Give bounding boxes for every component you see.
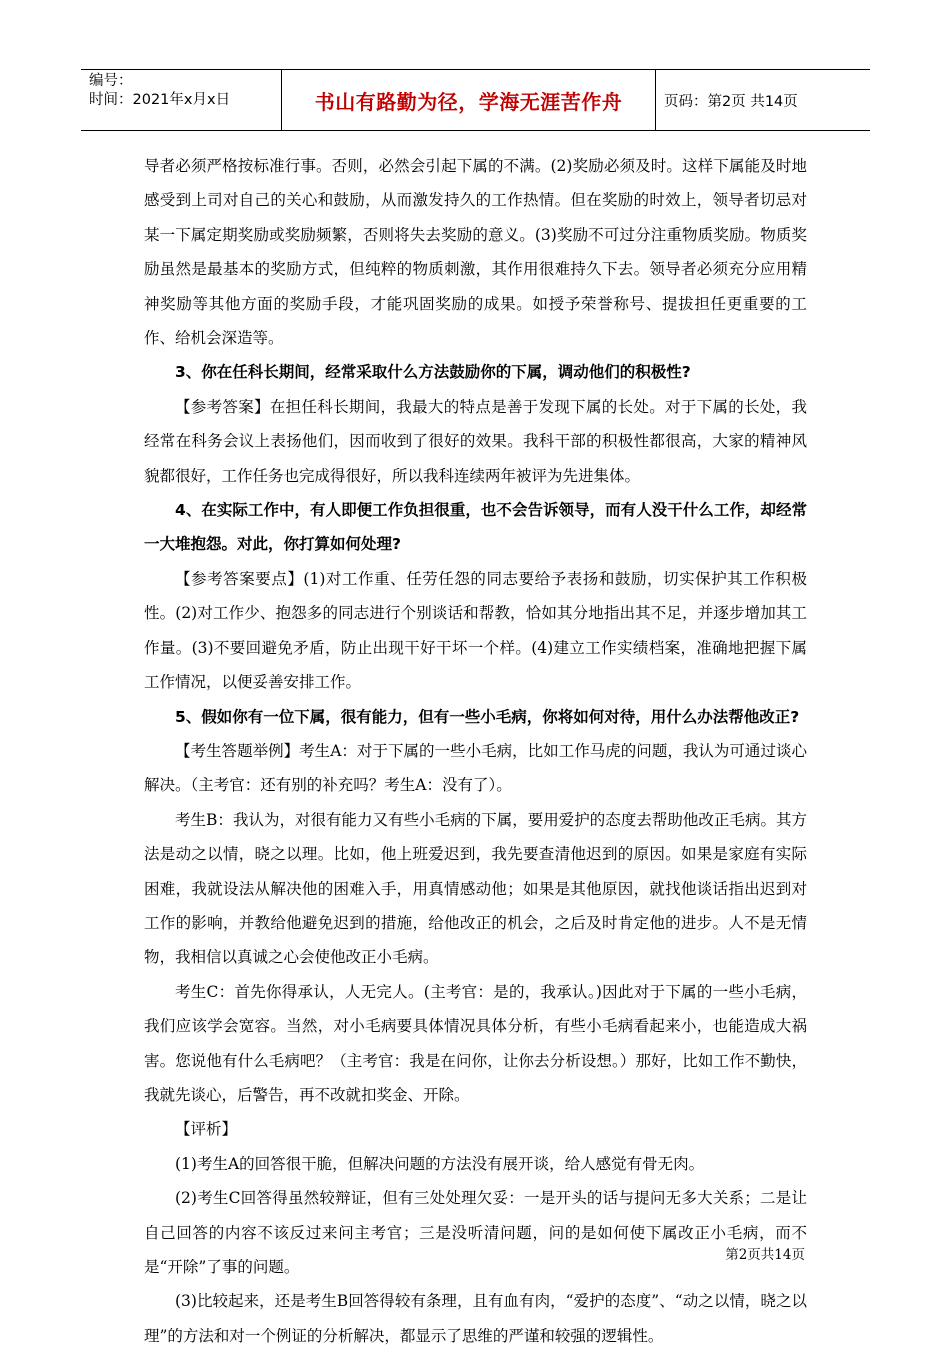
paragraph-continuation: 导者必须严格按标准行事。否则，必然会引起下属的不满。(2)奖励必须及时。这样下属能及时地感受到上司对自己的关心和鼓励，从而激发持久的工作热情。但在奖励的时效上，领导者切忌对某一下属定期奖励或奖励频繁，否则将失去奖励的意义。(3)奖励不可过分注重物质奖励。物质奖励虽然是最基本的奖励方式，但纯粹的物质刺激，其作用很难持久下去。领导者必须充分应用精神奖励等其他方面的奖励手段，才能巩固奖励的成果。如授予荣誉称号、提拔担任更重要的工作、给机会深造等。 — [144, 157, 807, 348]
analysis-point-2: (2)考生C回答得虽然较辩证，但有三处处理欠妥：一是开头的话与提问无多大关系；二是让自己回答的内容不该反过来问主考官；三是没听清问题，问的是如何使下属改正小毛病，而不是“开除”了事的问题。 — [144, 1189, 807, 1276]
document-time-label: 时间：2021年x月x日 — [89, 92, 231, 108]
page-footer: 第2页共14页 — [725, 1247, 805, 1263]
answer-3: 【参考答案】在担任科长期间，我最大的特点是善于发现下属的长处。对于下属的长处，我经常在科务会议上表扬他们，因而收到了很好的效果。我科干部的积极性都很高，大家的精神风貌都很好，工作任务也完成得很好，所以我科连续两年被评为先进集体。 — [144, 397, 807, 485]
example-candidate-b: 考生B：我认为，对很有能力又有些小毛病的下属，要用爱护的态度去帮助他改正毛病。其方法是动之以情，晓之以理。比如，他上班爱迟到，我先要查清他迟到的原因。如果是家庭有实际困难，我就设法从解决他的困难入手，用真情感动他；如果是其他原因，就找他谈话指出迟到对工作的影响，并教给他避免迟到的措施，给他改正的机会，之后及时肯定他的进步。人不是无情物，我相信以真诚之心会使他改正小毛病。 — [144, 810, 807, 967]
header-meta — [81, 70, 282, 130]
header-page-number: 页码：第2页 共14页 — [664, 93, 798, 110]
analysis-point-3: (3)比较起来，还是考生B回答得较有条理，且有血有肉，“爱护的态度”、“动之以情，晓之以理”的方法和对一个例证的分析解决，都显示了思维的严谨和较强的逻辑性。 — [144, 1292, 807, 1345]
document-number-label: 编号： — [89, 73, 133, 89]
question-5: 5、假如你有一位下属，很有能力，但有一些小毛病，你将如何对待，用什么办法帮他改正? — [175, 707, 800, 726]
question-4: 4、在实际工作中，有人即便工作负担很重，也不会告诉领导，而有人没干什么工作，却经常一大堆抱怨。对此，你打算如何处理? — [144, 501, 807, 554]
answer-4: 【参考答案要点】(1)对工作重、任劳任怨的同志要给予表扬和鼓励，切实保护其工作积极性。(2)对工作少、抱怨多的同志进行个别谈话和帮教，恰如其分地指出其不足，并逐步增加其工作量。(3)不要回避免矛盾，防止出现干好干坏一个样。(4)建立工作实绩档案，准确地把握下属工作情况，以便妥善安排工作。 — [144, 569, 807, 692]
analysis-heading: 【评析】 — [175, 1120, 238, 1139]
header-motto: 书山有路勤为径，学海无涯苦作舟 — [282, 70, 656, 130]
question-3: 3、你在任科长期间，经常采取什么方法鼓励你的下属，调动他们的积极性? — [175, 363, 691, 382]
page-header — [81, 69, 870, 131]
analysis-point-1: (1)考生A的回答很干脆，但解决问题的方法没有展开谈，给人感觉有骨无肉。 — [175, 1154, 705, 1173]
example-candidate-c: 考生C：首先你得承认，人无完人。(主考官：是的，我承认。)因此对于下属的一些小毛病，我们应该学会宽容。当然，对小毛病要具体情况具体分析，有些小毛病看起来小，也能造成大祸害。您说他有什么毛病吧？（主考官：我是在问你，让你去分析设想。）那好，比如工作不勤快，我就先谈心，后警告，再不改就扣奖金、开除。 — [144, 982, 807, 1104]
example-candidate-a: 【考生答题举例】考生A：对于下属的一些小毛病，比如工作马虎的问题，我认为可通过谈心解决。（主考官：还有别的补充吗？考生A：没有了）。 — [144, 741, 807, 795]
document-body — [144, 149, 807, 1353]
